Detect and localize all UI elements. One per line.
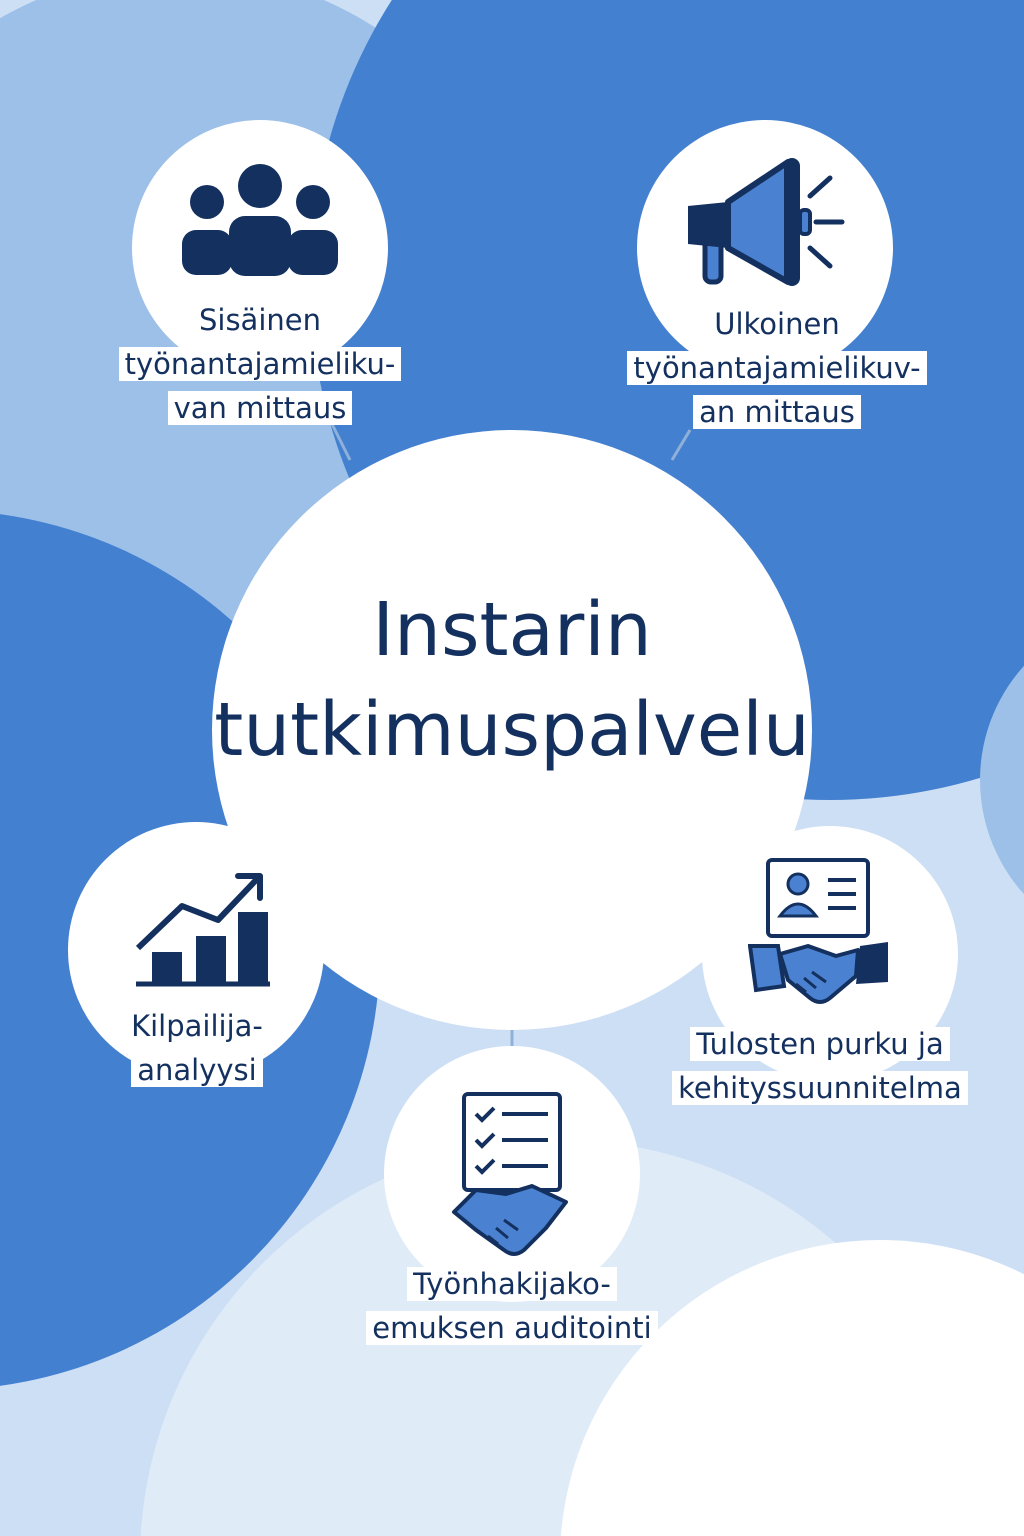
checklist-handshake-icon bbox=[450, 1090, 575, 1260]
node-results-label bbox=[650, 1022, 990, 1110]
label-line: Tulosten purku ja bbox=[690, 1027, 949, 1061]
label-line: emuksen auditointi bbox=[366, 1311, 657, 1345]
profile-card-handshake-icon bbox=[748, 858, 893, 1008]
center-title-line2: tutkimuspalvelu bbox=[214, 687, 810, 773]
label-line: analyysi bbox=[131, 1053, 262, 1087]
label-line: an mittaus bbox=[693, 395, 861, 429]
center-title-line1: Instarin bbox=[372, 587, 652, 673]
people-group-icon bbox=[180, 160, 340, 280]
label-line: kehityssuunnitelma bbox=[672, 1071, 968, 1105]
node-competitor-label bbox=[92, 1004, 302, 1092]
label-line: työnantajamieliku- bbox=[119, 347, 402, 381]
node-external-label bbox=[607, 302, 947, 434]
center-title bbox=[212, 580, 812, 780]
megaphone-icon bbox=[680, 158, 850, 288]
node-candidate-label bbox=[320, 1262, 704, 1350]
label-line: työnantajamielikuv- bbox=[627, 351, 926, 385]
label-line: Kilpailija- bbox=[125, 1009, 269, 1043]
label-line: Työnhakijako- bbox=[407, 1267, 617, 1301]
node-internal-label bbox=[100, 298, 420, 430]
growth-chart-icon bbox=[132, 868, 272, 988]
label-line: van mittaus bbox=[168, 391, 353, 425]
label-line: Ulkoinen bbox=[708, 307, 845, 341]
label-line: Sisäinen bbox=[193, 303, 327, 337]
